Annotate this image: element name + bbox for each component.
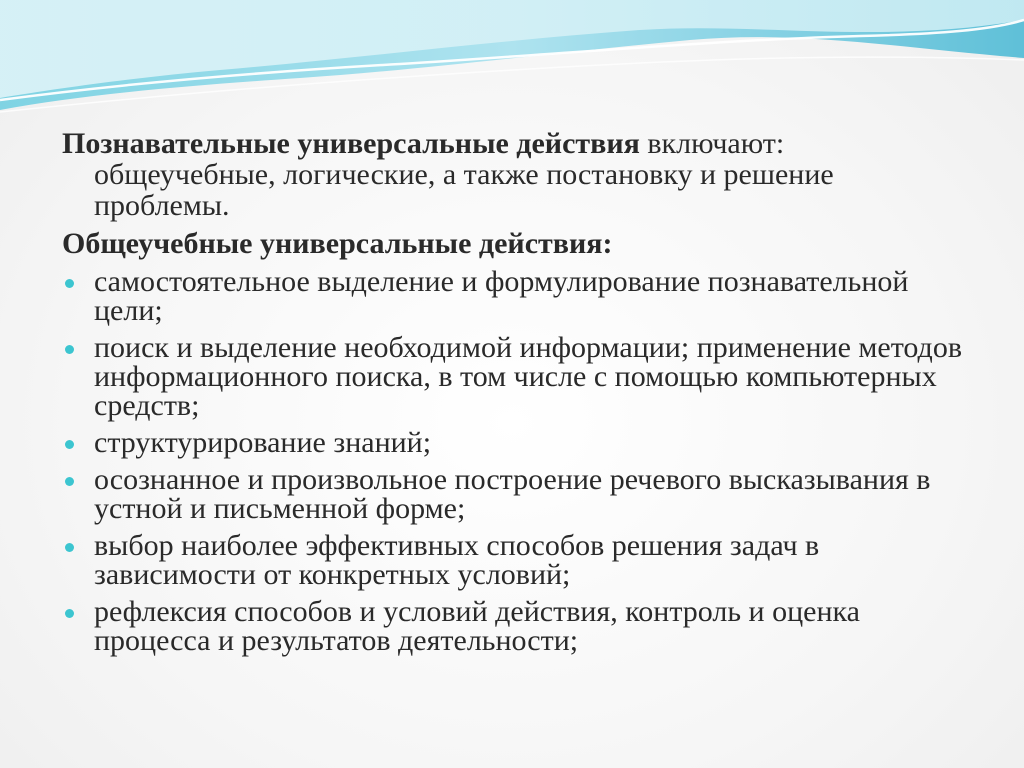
- list-item: [62, 333, 962, 420]
- bullet-dot-icon: [65, 609, 74, 618]
- intro-rest: общеучебные, логические, а также постановку и решение проблемы.: [94, 158, 834, 222]
- list-item-text: осознанное и произвольное построение речевого высказывания в устной и письменной форме;: [94, 463, 931, 525]
- bullet-dot-icon: [65, 543, 74, 552]
- list-item: [62, 597, 962, 655]
- bullet-dot-icon: [65, 345, 74, 354]
- bullet-dot-icon: [65, 477, 74, 486]
- bullet-list: [62, 267, 962, 655]
- list-item: [62, 531, 962, 589]
- slide-content: [62, 128, 962, 663]
- list-item: [62, 428, 962, 457]
- list-item-text: выбор наиболее эффективных способов решения задач в зависимости от конкретных условий;: [94, 529, 820, 591]
- list-item-text: самостоятельное выделение и формулирование познавательной цели;: [94, 265, 909, 327]
- intro-paragraph: [62, 128, 962, 221]
- list-item-text: рефлексия способов и условий действия, контроль и оценка процесса и результатов деятельности;: [94, 595, 860, 657]
- bullet-dot-icon: [65, 279, 74, 288]
- list-item: [62, 267, 962, 325]
- intro-lead: Познавательные универсальные действия: [62, 127, 640, 160]
- decorative-wave-header: [0, 0, 1024, 130]
- list-item-text: структурирование знаний;: [94, 426, 432, 459]
- list-item-text: поиск и выделение необходимой информации; применение методов информационного поиска, в том числе с помощью компьютерных средств;: [94, 331, 962, 422]
- intro-rest-inline: включают:: [639, 127, 785, 160]
- section-heading: Общеучебные универсальные действия:: [62, 227, 613, 260]
- bullet-dot-icon: [65, 440, 74, 449]
- list-item: [62, 465, 962, 523]
